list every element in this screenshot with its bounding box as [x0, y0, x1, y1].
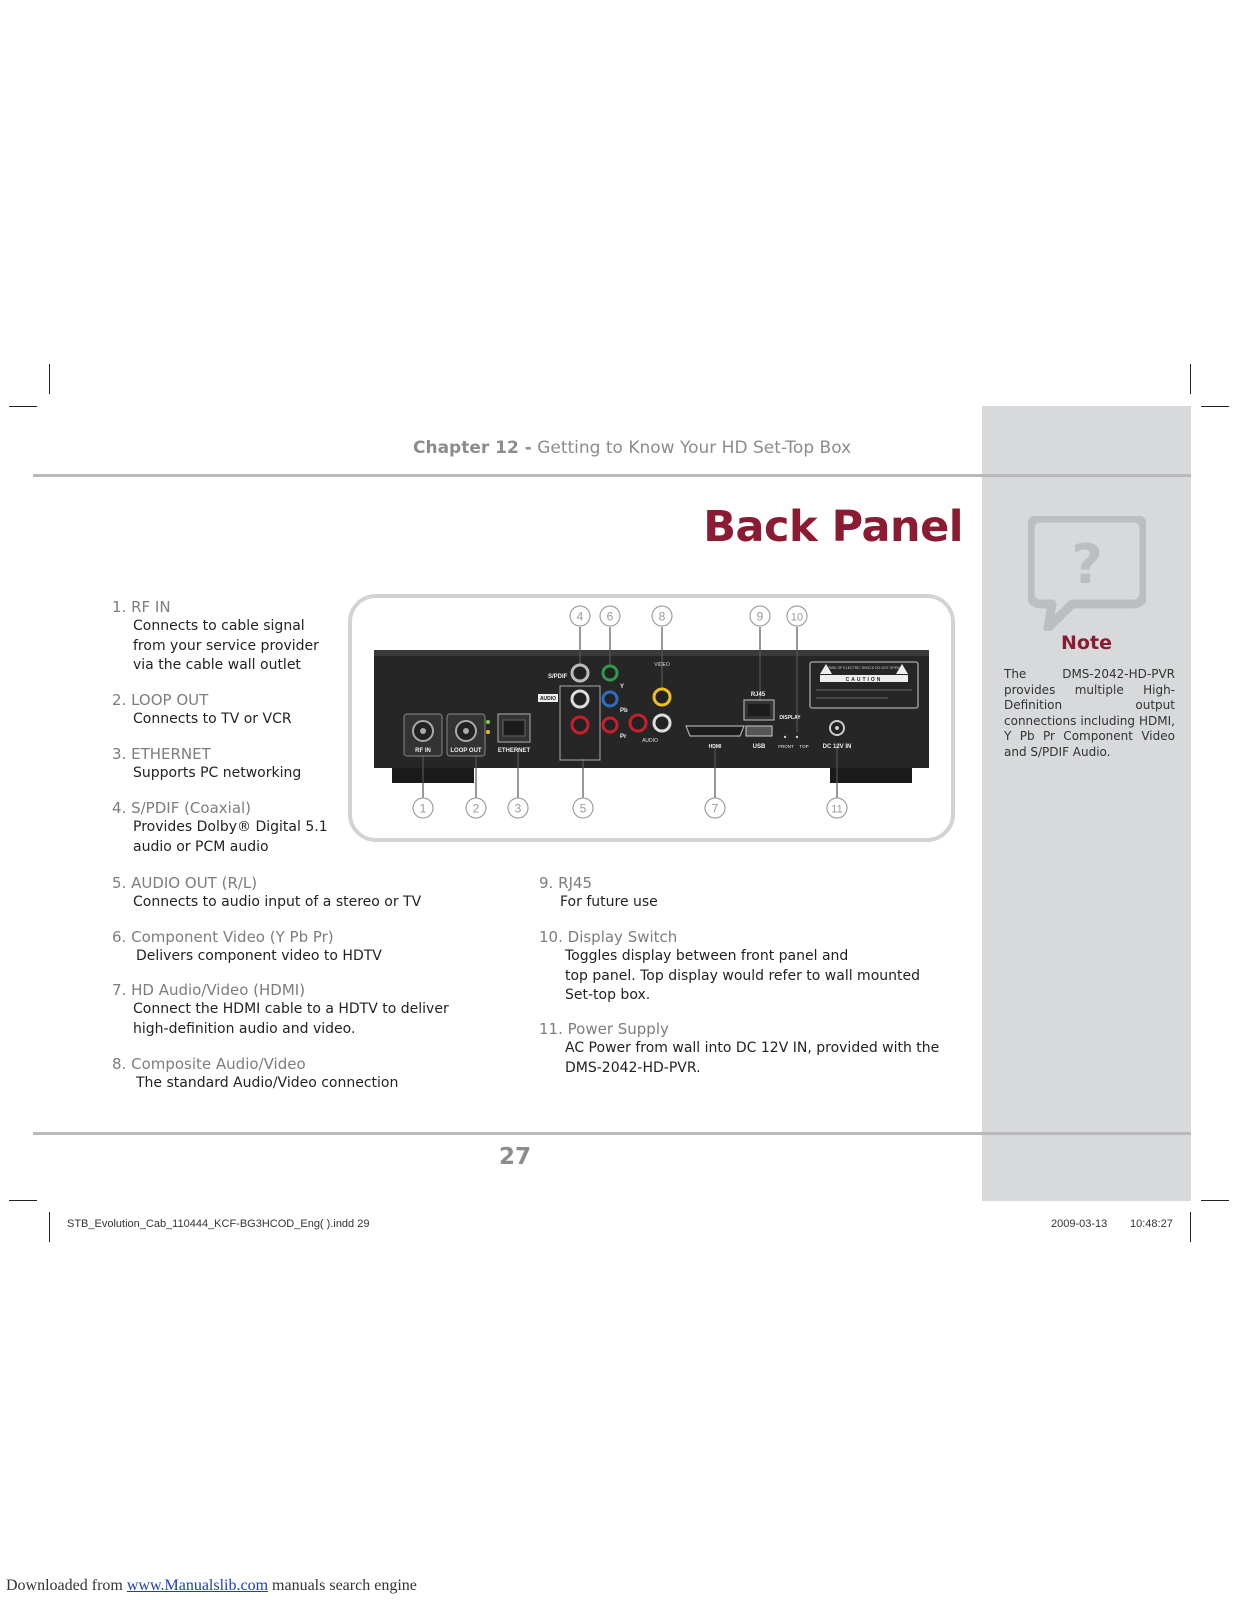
label-ethernet: ETHERNET [497, 748, 531, 754]
item-title: AUDIO OUT (R/L) [131, 874, 258, 892]
list-item [539, 927, 920, 1006]
crop-mark [49, 364, 50, 394]
callout-number: 3 [514, 801, 522, 816]
chapter-title: Getting to Know Your HD Set-Top Box [537, 438, 852, 458]
list-item [112, 980, 449, 1039]
list-item [112, 1054, 398, 1094]
list-item [112, 744, 301, 784]
item-number: 4. [112, 799, 127, 817]
callout-number: 6 [606, 609, 614, 624]
label-pb: Pb [620, 708, 628, 714]
crop-mark [1201, 1200, 1229, 1201]
label-y: Y [620, 684, 625, 690]
list-item [112, 927, 382, 967]
callout-number: 9 [756, 609, 764, 624]
label-front: FRONT [778, 744, 794, 749]
label-rf-in: RF IN [415, 748, 431, 754]
label-video: VIDEO [654, 662, 670, 668]
item-desc-line: Provides Dolby® Digital 5.1 [133, 819, 328, 835]
callout-number: 7 [711, 801, 719, 816]
page-number: 27 [498, 1144, 531, 1170]
label-spdif: S/PDIF [548, 674, 568, 680]
callout-number: 8 [658, 609, 666, 624]
list-item [112, 873, 421, 913]
item-desc-line: Connects to TV or VCR [133, 711, 292, 727]
label-caution: CAUTION [845, 677, 883, 683]
item-number: 5. [112, 874, 127, 892]
callout-number: 2 [472, 801, 480, 816]
item-desc-line: For future use [560, 894, 658, 910]
callout-number: 4 [576, 609, 584, 624]
item-number: 1. [112, 598, 127, 616]
crop-mark [49, 1212, 50, 1242]
item-desc-line: Supports PC networking [133, 765, 302, 781]
page-title: Back Panel [703, 502, 963, 552]
item-title: S/PDIF (Coaxial) [131, 799, 252, 817]
item-title: LOOP OUT [131, 691, 209, 709]
crop-mark [9, 406, 37, 407]
label-caution-small: RISK OF ELECTRIC SHOCK DO NOT OPEN [828, 666, 900, 670]
item-title: HD Audio/Video (HDMI) [131, 981, 306, 999]
slug-time: 10:48:27 [1130, 1218, 1173, 1230]
item-number: 9. [539, 874, 554, 892]
item-number: 8. [112, 1055, 127, 1073]
label-hdmi: HDMI [708, 744, 722, 750]
slug-date: 2009-03-13 [1051, 1218, 1108, 1230]
crop-mark [1190, 1212, 1191, 1242]
slug-filename: STB_Evolution_Cab_110444_KCF-BG3HCOD_Eng( ).indd 29 [67, 1218, 370, 1230]
back-panel-diagram [348, 594, 955, 842]
callout-number: 10 [790, 611, 804, 624]
item-desc-line: Delivers component video to HDTV [136, 948, 382, 964]
item-desc-line: audio or PCM audio [133, 838, 269, 855]
item-desc-line: The standard Audio/Video connection [136, 1075, 399, 1091]
chapter-header [413, 438, 851, 458]
header-rule [33, 474, 1191, 477]
item-desc-line: Connects to cable signal [133, 618, 305, 634]
item-number: 6. [112, 928, 127, 946]
item-desc-line: Connect the HDMI cable to a HDTV to deliver [133, 1001, 449, 1017]
manualslib-link[interactable]: www.Manualslib.com [126, 1577, 269, 1594]
label-display: DISPLAY [779, 715, 801, 721]
footer-prefix: Downloaded from [6, 1577, 123, 1594]
item-desc-line: AC Power from wall into DC 12V IN, provided with the [565, 1040, 940, 1056]
item-desc-line: Set-top box. [565, 987, 651, 1003]
callout-number: 5 [579, 801, 587, 816]
list-item [112, 690, 292, 730]
item-title: Component Video (Y Pb Pr) [131, 928, 334, 946]
item-title: Display Switch [567, 928, 678, 946]
label-dc-in: DC 12V IN [822, 744, 852, 750]
item-desc-line: top panel. Top display would refer to wall mounted [565, 967, 920, 984]
label-rj45: RJ45 [750, 692, 766, 698]
crop-mark [1190, 364, 1191, 394]
item-title: RJ45 [558, 874, 593, 892]
footer-suffix: manuals search engine [272, 1577, 417, 1594]
item-title: RF IN [131, 598, 171, 616]
item-desc-line: DMS-2042-HD-PVR. [565, 1059, 701, 1076]
item-number: 3. [112, 745, 127, 763]
note-body: The DMS-2042-HD-PVR provides multiple High-Definition output connections including HDMI, Y Pb Pr Component Video and S/PDIF Audio. [1004, 667, 1175, 759]
list-item [539, 1019, 939, 1078]
label-usb: USB [752, 744, 766, 750]
label-loop-out: LOOP OUT [450, 748, 482, 754]
label-audio: AUDIO [539, 696, 557, 702]
crop-mark [1201, 406, 1229, 407]
item-title: ETHERNET [131, 745, 211, 763]
item-desc-line: Toggles display between front panel and [565, 948, 849, 964]
item-title: Power Supply [567, 1020, 669, 1038]
item-desc-line: high-definition audio and video. [133, 1020, 356, 1037]
question-bubble-icon [1028, 516, 1146, 631]
crop-mark [9, 1200, 37, 1201]
item-desc-line: Connects to audio input of a stereo or TV [133, 894, 422, 910]
footer-rule [33, 1132, 1191, 1135]
download-footer [6, 1577, 417, 1595]
label-audio-rl: AUDIO [642, 738, 658, 744]
item-number: 7. [112, 981, 127, 999]
chapter-label: Chapter 12 - [413, 438, 532, 458]
label-pr: Pr [620, 734, 627, 740]
item-desc-line: via the cable wall outlet [133, 657, 301, 673]
svg-text:?: ? [1071, 533, 1103, 596]
callout-number: 11 [831, 803, 843, 816]
list-item [112, 798, 328, 857]
callout-number: 1 [419, 801, 427, 816]
label-top: TOP [799, 744, 809, 749]
list-item [112, 597, 319, 676]
item-desc-line: from your service provider [133, 637, 319, 654]
item-number: 2. [112, 691, 127, 709]
item-title: Composite Audio/Video [131, 1055, 306, 1073]
item-number: 11. [539, 1020, 563, 1038]
note-title: Note [1061, 632, 1112, 654]
item-number: 10. [539, 928, 563, 946]
list-item [539, 873, 658, 913]
